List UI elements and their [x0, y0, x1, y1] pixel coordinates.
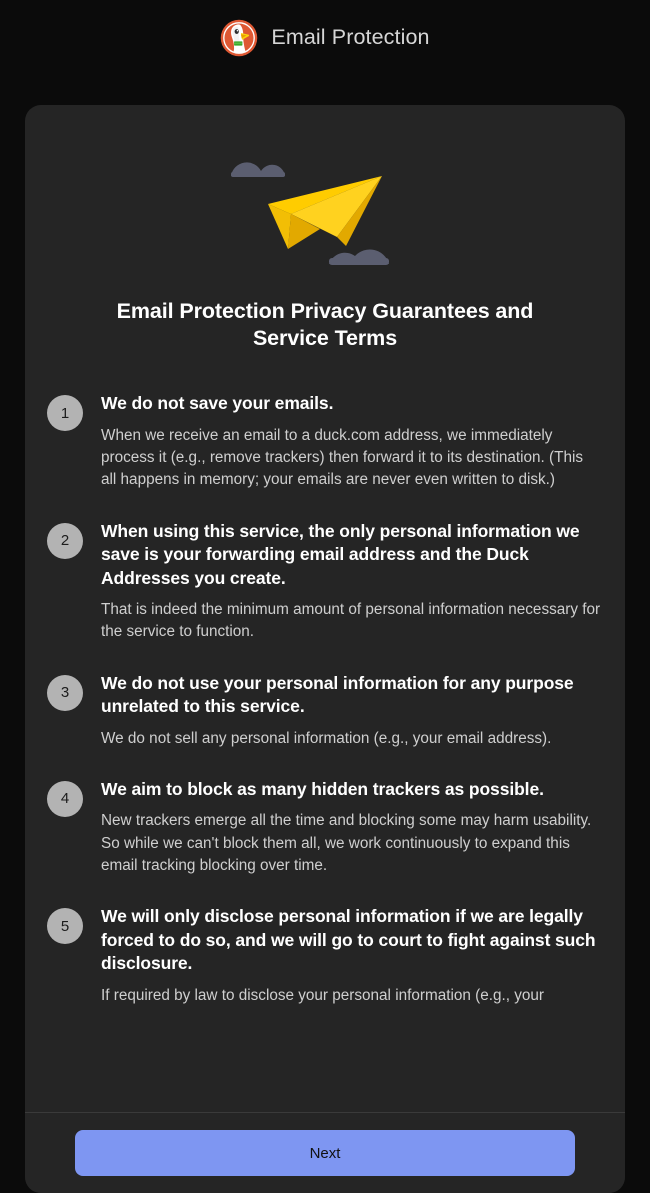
guarantee-text: When we receive an email to a duck.com address, we immediately process it (e.g., remove trackers) then forward it to its destination. (This all happens in memory; your emails are never even written to disk.)	[101, 426, 584, 489]
guarantee-heading: When using this service, the only personal information we save is your forwarding email address and the Duck Addresses you create.	[101, 520, 580, 588]
list-item	[47, 672, 602, 750]
guarantee-list	[25, 392, 625, 1007]
guarantee-text: If required by law to disclose your personal information (e.g., your	[101, 986, 544, 1004]
guarantee-text: That is indeed the minimum amount of personal information necessary for the service to function.	[101, 601, 601, 641]
plane-glyph	[268, 176, 382, 249]
guarantee-text: We do not sell any personal information (e.g., your email address).	[101, 729, 552, 747]
status-badge: 5	[47, 908, 83, 944]
duckduckgo-logo-icon	[220, 19, 258, 57]
guarantee-heading: We aim to block as many hidden trackers as possible.	[101, 778, 544, 799]
app-title: Email Protection	[271, 25, 430, 50]
app-header	[0, 0, 650, 76]
terms-card	[25, 105, 625, 1193]
cloud-upper-icon	[231, 162, 285, 177]
status-badge: 4	[47, 781, 83, 817]
paper-plane-illustration	[25, 105, 625, 285]
paper-plane-graphic	[225, 136, 425, 276]
list-item	[47, 905, 602, 1007]
next-button[interactable]: Next	[75, 1130, 575, 1176]
guarantee-heading: We will only disclose personal information if we are legally forced to do so, and we will go to court to fight against such disclosure.	[101, 906, 596, 974]
cloud-lower-icon	[329, 249, 389, 265]
card-footer	[25, 1112, 625, 1193]
status-badge: 2	[47, 523, 83, 559]
status-badge: 3	[47, 675, 83, 711]
status-badge: 1	[47, 395, 83, 431]
list-item	[47, 520, 602, 644]
list-item	[47, 392, 602, 491]
list-item	[47, 778, 602, 877]
guarantee-text: New trackers emerge all the time and blocking some may harm usability. So while we can't block them all, we work continuously to expand this email tracking blocking over time.	[101, 812, 592, 874]
guarantee-heading: We do not use your personal information for any purpose unrelated to this service.	[101, 672, 574, 717]
terms-scroll-region[interactable]	[25, 105, 625, 1112]
page-title: Email Protection Privacy Guarantees and Service Terms	[116, 299, 534, 350]
guarantee-heading: We do not save your emails.	[101, 393, 334, 414]
